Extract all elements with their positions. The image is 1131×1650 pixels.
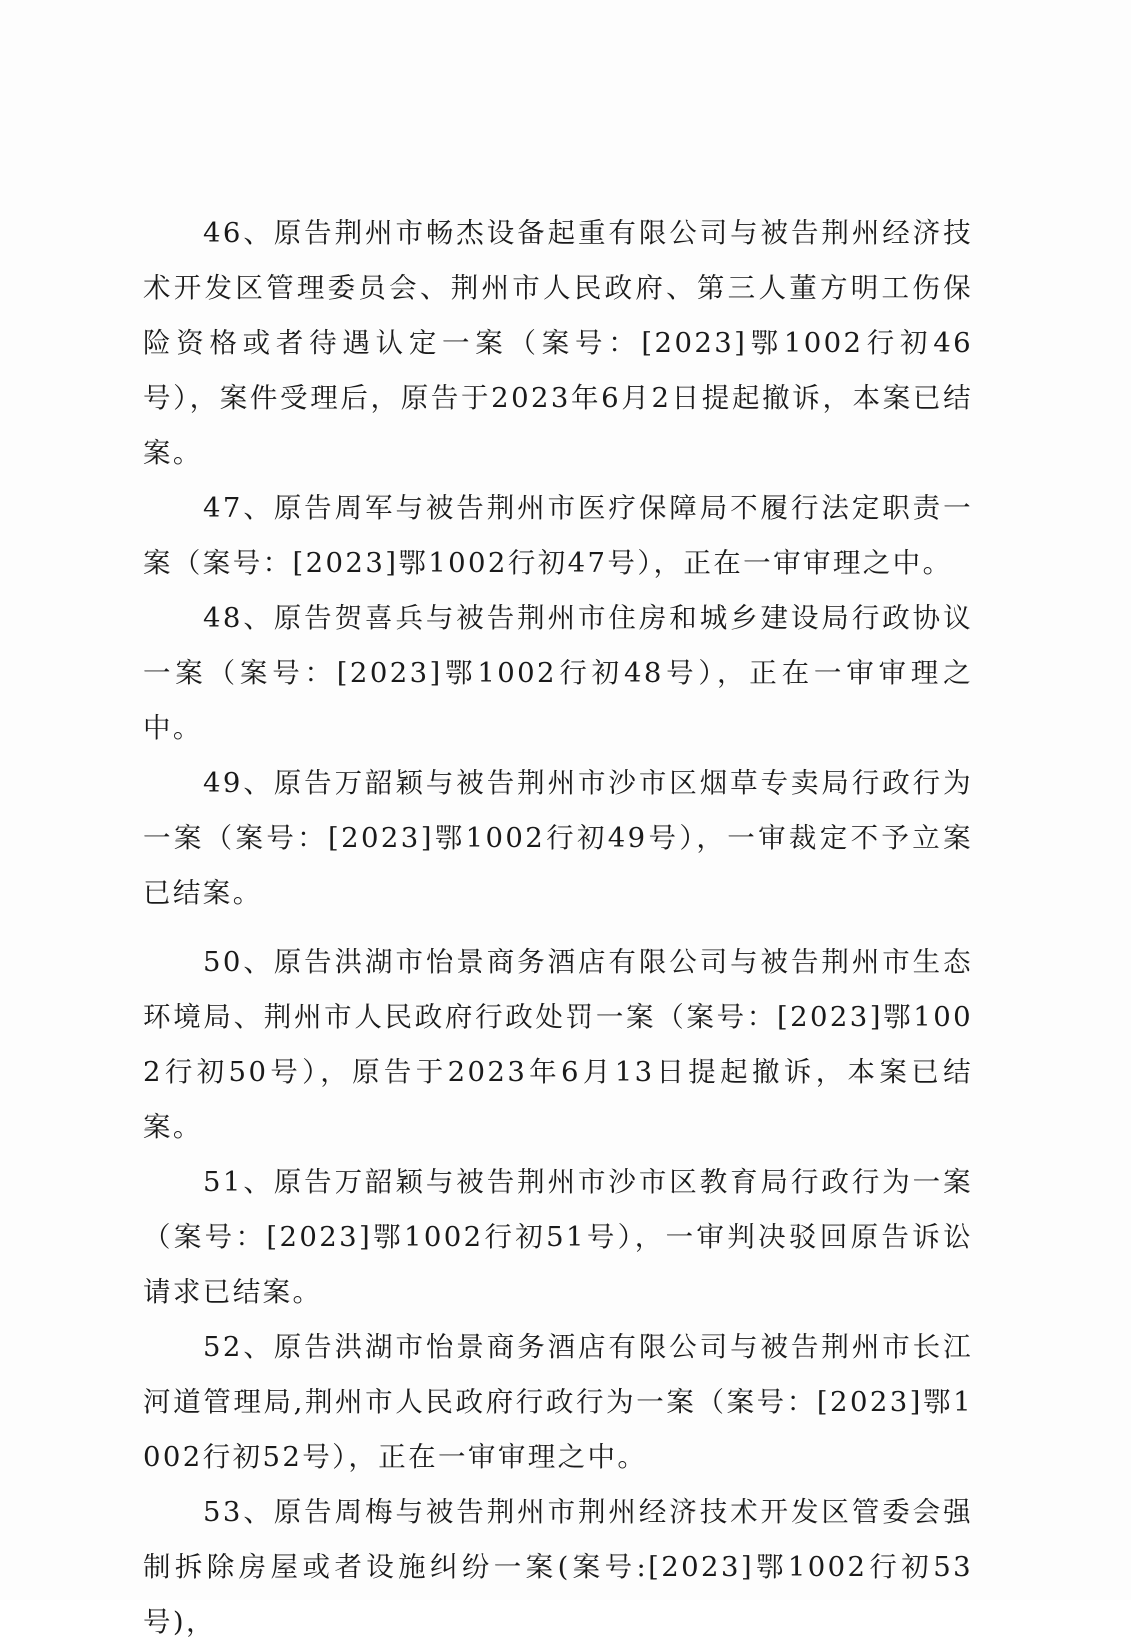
case-paragraph-51: 51、原告万韶颖与被告荆州市沙市区教育局行政行为一案（案号：[2023]鄂1002行初51号），一审判决驳回原告诉讼请求已结案。 xyxy=(143,1166,973,1308)
case-paragraph-53: 53、原告周梅与被告荆州市荆州经济技术开发区管委会强制拆除房屋或者设施纠纷一案(案号:[2023]鄂1002行初53号)， xyxy=(143,1496,973,1638)
case-paragraph-49: 49、原告万韶颖与被告荆州市沙市区烟草专卖局行政行为一案（案号：[2023]鄂1002行初49号），一审裁定不予立案已结案。 xyxy=(143,767,973,909)
case-paragraph-47: 47、原告周军与被告荆州市医疗保障局不履行法定职责一案（案号：[2023]鄂1002行初47号），正在一审审理之中。 xyxy=(143,492,973,579)
case-paragraph-46: 46、原告荆州市畅杰设备起重有限公司与被告荆州经济技术开发区管理委员会、荆州市人民政府、第三人董方明工伤保险资格或者待遇认定一案（案号：[2023]鄂1002行初46号），案件受理后，原告于2023年6月2日提起撤诉，本案已结案。 xyxy=(143,217,973,469)
case-paragraph-50: 50、原告洪湖市怡景商务酒店有限公司与被告荆州市生态环境局、荆州市人民政府行政处罚一案（案号：[2023]鄂1002行初50号），原告于2023年6月13日提起撤诉，本案已结案。 xyxy=(143,946,973,1143)
document-body xyxy=(143,206,973,1650)
case-paragraph-52: 52、原告洪湖市怡景商务酒店有限公司与被告荆州市长江河道管理局,荆州市人民政府行政行为一案（案号：[2023]鄂1002行初52号），正在一审审理之中。 xyxy=(143,1331,973,1473)
case-paragraph-48: 48、原告贺喜兵与被告荆州市住房和城乡建设局行政协议一案（案号：[2023]鄂1002行初48号），正在一审审理之中。 xyxy=(143,602,973,744)
